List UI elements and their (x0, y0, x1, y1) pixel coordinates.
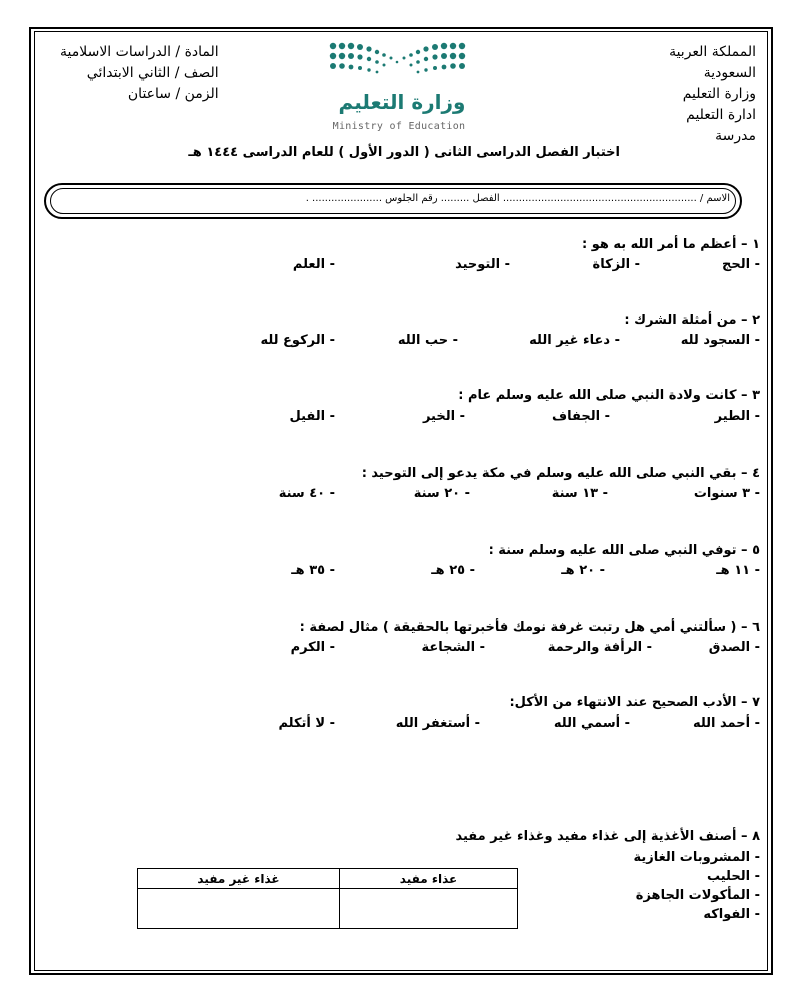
question-6-option-3: - الشجاعة (421, 640, 485, 655)
question-6-option-2: - الرأفة والرحمة (547, 640, 652, 655)
question-1-option-1: - الحج (722, 257, 760, 272)
header-line-subject: المادة / الدراسات الاسلامية (60, 44, 219, 60)
question-2-stem: ٢ – من أمثلة الشرك : (624, 313, 760, 328)
question-1-option-2: - الزكاة (592, 257, 640, 272)
header-line-administration: ادارة التعليم (686, 107, 756, 123)
header-not-useful-food: غذاء غير مفيد (138, 869, 340, 889)
answer-cell-useful[interactable] (340, 889, 518, 929)
question-8-item: - المشروبات الغازية (633, 850, 760, 865)
header-line-saudi: السعودية (703, 65, 756, 81)
header-useful-food: عذاء مفيد (340, 869, 518, 889)
question-5-option-1: - ١١ هـ (716, 563, 760, 578)
question-2-option-1: - السجود لله (680, 333, 760, 348)
question-3-option-2: - الجفاف (552, 409, 610, 424)
question-5-stem: ٥ – توفي النبي صلى الله عليه وسلم سنة : (488, 543, 760, 558)
question-3-option-4: - الفيل (289, 409, 335, 424)
question-2-option-3: - حب الله (397, 333, 458, 348)
question-7-option-1: - أحمد الله (692, 716, 760, 731)
table-row (138, 889, 518, 929)
question-6-option-1: - الصدق (708, 640, 760, 655)
question-7-stem: ٧ – الأدب الصحيح عند الانتهاء من الأكل: (509, 695, 760, 710)
question-3-option-1: - الطير (714, 409, 760, 424)
question-5-option-4: - ٣٥ هـ (291, 563, 335, 578)
question-4-option-4: - ٤٠ سنة (278, 486, 335, 501)
food-classification-table (137, 868, 518, 929)
question-4-option-2: - ١٣ سنة (551, 486, 608, 501)
question-2-option-4: - الركوع لله (260, 333, 335, 348)
header-line-grade: الصف / الثاني الابتدائي (86, 65, 219, 81)
header-line-school: مدرسة (715, 128, 756, 144)
question-7-option-2: - أسمي الله (553, 716, 630, 731)
question-1-option-4: - العلم (292, 257, 335, 272)
exam-title: اختبار الفصل الدراسى الثانى ( الدور الأول ) للعام الدراسى ١٤٤٤ هـ (188, 145, 620, 160)
question-6-stem: ٦ – ( سألتني أمي هل رتبت غرفة نومك فأخبرتها بالحقيقة ) مثال لصفة : (299, 620, 760, 635)
question-3-stem: ٣ – كانت ولادة النبي صلى الله عليه وسلم عام : (458, 388, 760, 403)
question-6-option-4: - الكرم (290, 640, 335, 655)
question-8-items (633, 848, 760, 924)
question-8-item: - الحليب (706, 869, 760, 884)
question-1-option-3: - التوحيد (455, 257, 510, 272)
question-3-option-3: - الخير (422, 409, 465, 424)
question-5-option-2: - ٢٠ هـ (561, 563, 605, 578)
header-left (60, 42, 219, 105)
question-4-stem: ٤ – بقي النبي صلى الله عليه وسلم في مكة يدعو إلى التوحيد : (361, 466, 760, 481)
ministry-logo (325, 40, 470, 136)
header-line-time: الزمن / ساعتان (127, 86, 219, 102)
question-1-stem: ١ – أعظم ما أمر الله به هو : (581, 237, 760, 252)
question-4-option-1: - ٣ سنوات (693, 486, 760, 501)
logo-dots-icon (325, 40, 470, 90)
header-right (669, 42, 756, 147)
student-info-line: الاسم / ............................................................. الفصل ......... رقم الجلوس ...................... . (305, 193, 730, 204)
question-5-option-3: - ٢٥ هـ (431, 563, 475, 578)
table-header-row (138, 869, 518, 889)
header-line-kingdom: المملكة العربية (669, 44, 756, 60)
question-8-item: - الفواكه (703, 907, 760, 922)
logo-english-text: Ministry of Education (332, 121, 466, 132)
question-8-item: - المأكولات الجاهزة (635, 888, 760, 903)
logo-arabic-text: وزارة التعليم (338, 90, 466, 114)
answer-cell-not-useful[interactable] (138, 889, 340, 929)
header-line-ministry: وزارة التعليم (682, 86, 756, 102)
question-7-option-4: - لا أتكلم (278, 716, 335, 731)
question-7-option-3: - أستغفر الله (395, 716, 480, 731)
question-2-option-2: - دعاء غير الله (529, 333, 620, 348)
question-4-option-3: - ٢٠ سنة (413, 486, 470, 501)
question-8-stem: ٨ – أصنف الأغذية إلى غذاء مفيد وغذاء غير مفيد (455, 829, 760, 844)
